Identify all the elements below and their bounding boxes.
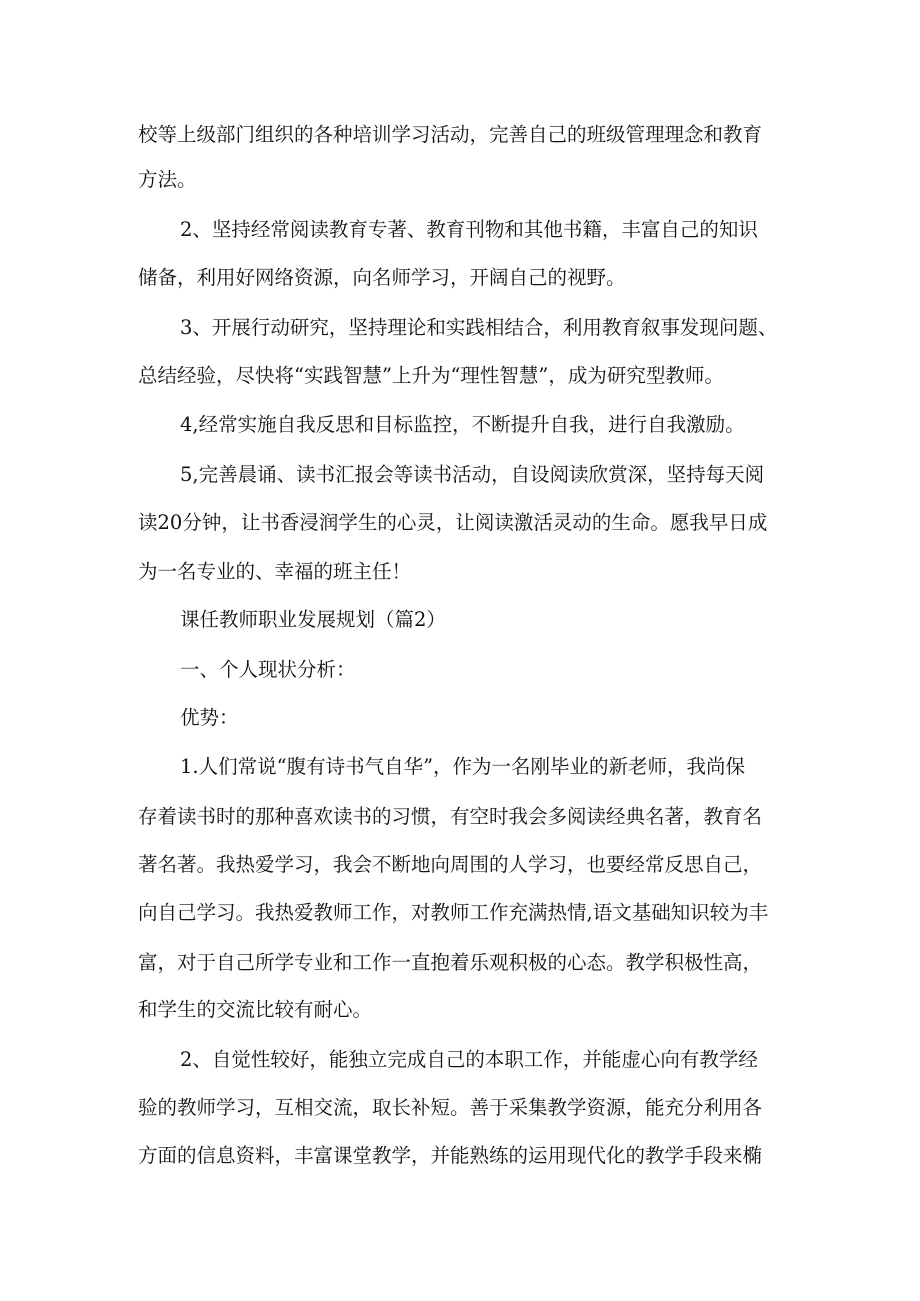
text-line: 4,经常实施自我反思和目标监控，不断提升自我，进行自我激励。 xyxy=(180,413,745,436)
text-line: 2、自觉性较好，能独立完成自己的本职工作，并能虚心向有教学经 xyxy=(180,1048,758,1071)
section-heading: 课任教师职业发展规划（篇2） xyxy=(180,608,446,631)
subheading: 优势： xyxy=(180,706,239,729)
text-line: 存着读书时的那种喜欢读书的习惯，有空时我会多阅读经典名著，教育名 xyxy=(138,805,763,828)
text-line: 1.人们常说“腹有诗书气自华”，作为一名刚毕业的新老师，我尚保 xyxy=(180,755,746,778)
text-line: 读20分钟，让书香浸润学生的心灵，让阅读激活灵动的生命。愿我早日成 xyxy=(138,511,768,534)
text-line: 验的教师学习，互相交流，取长补短。善于采集教学资源，能充分利用各 xyxy=(138,1096,763,1119)
text-line: 富，对于自己所学专业和工作一直抱着乐观积极的心态。教学积极性高， xyxy=(138,951,763,974)
text-line: 和学生的交流比较有耐心。 xyxy=(138,998,373,1021)
text-line: 向自己学习。我热爱教师工作，对教师工作充满热情,语文基础知识较为丰 xyxy=(138,901,769,924)
text-line: 储备，利用好网络资源，向名师学习，开阔自己的视野。 xyxy=(138,266,626,289)
text-line: 方法。 xyxy=(138,168,197,191)
text-line: 5,完善晨诵、读书汇报会等读书活动，自设阅读欣赏深，坚持每天阅 xyxy=(180,463,765,486)
text-line: 著名著。我热爱学习，我会不断地向周围的人学习，也要经常反思自己， xyxy=(138,853,763,876)
text-line: 总结经验，尽快将“实践智慧”上升为“理性智慧”，成为研究型教师。 xyxy=(138,364,724,387)
text-line: 方面的信息资料，丰富课堂教学，并能熟练的运用现代化的教学手段来椭 xyxy=(138,1144,763,1167)
text-line: 3、开展行动研究，坚持理论和实践相结合，利用教育叙事发现问题、 xyxy=(180,316,778,339)
section-heading: 一、个人现状分析： xyxy=(180,658,356,681)
text-line: 为一名专业的、幸福的班主任！ xyxy=(138,560,412,583)
text-line: 2、坚持经常阅读教育专著、教育刊物和其他书籍，丰富自己的知识 xyxy=(180,218,758,241)
text-line: 校等上级部门组织的各种培训学习活动，完善自己的班级管理理念和教育 xyxy=(138,123,763,146)
